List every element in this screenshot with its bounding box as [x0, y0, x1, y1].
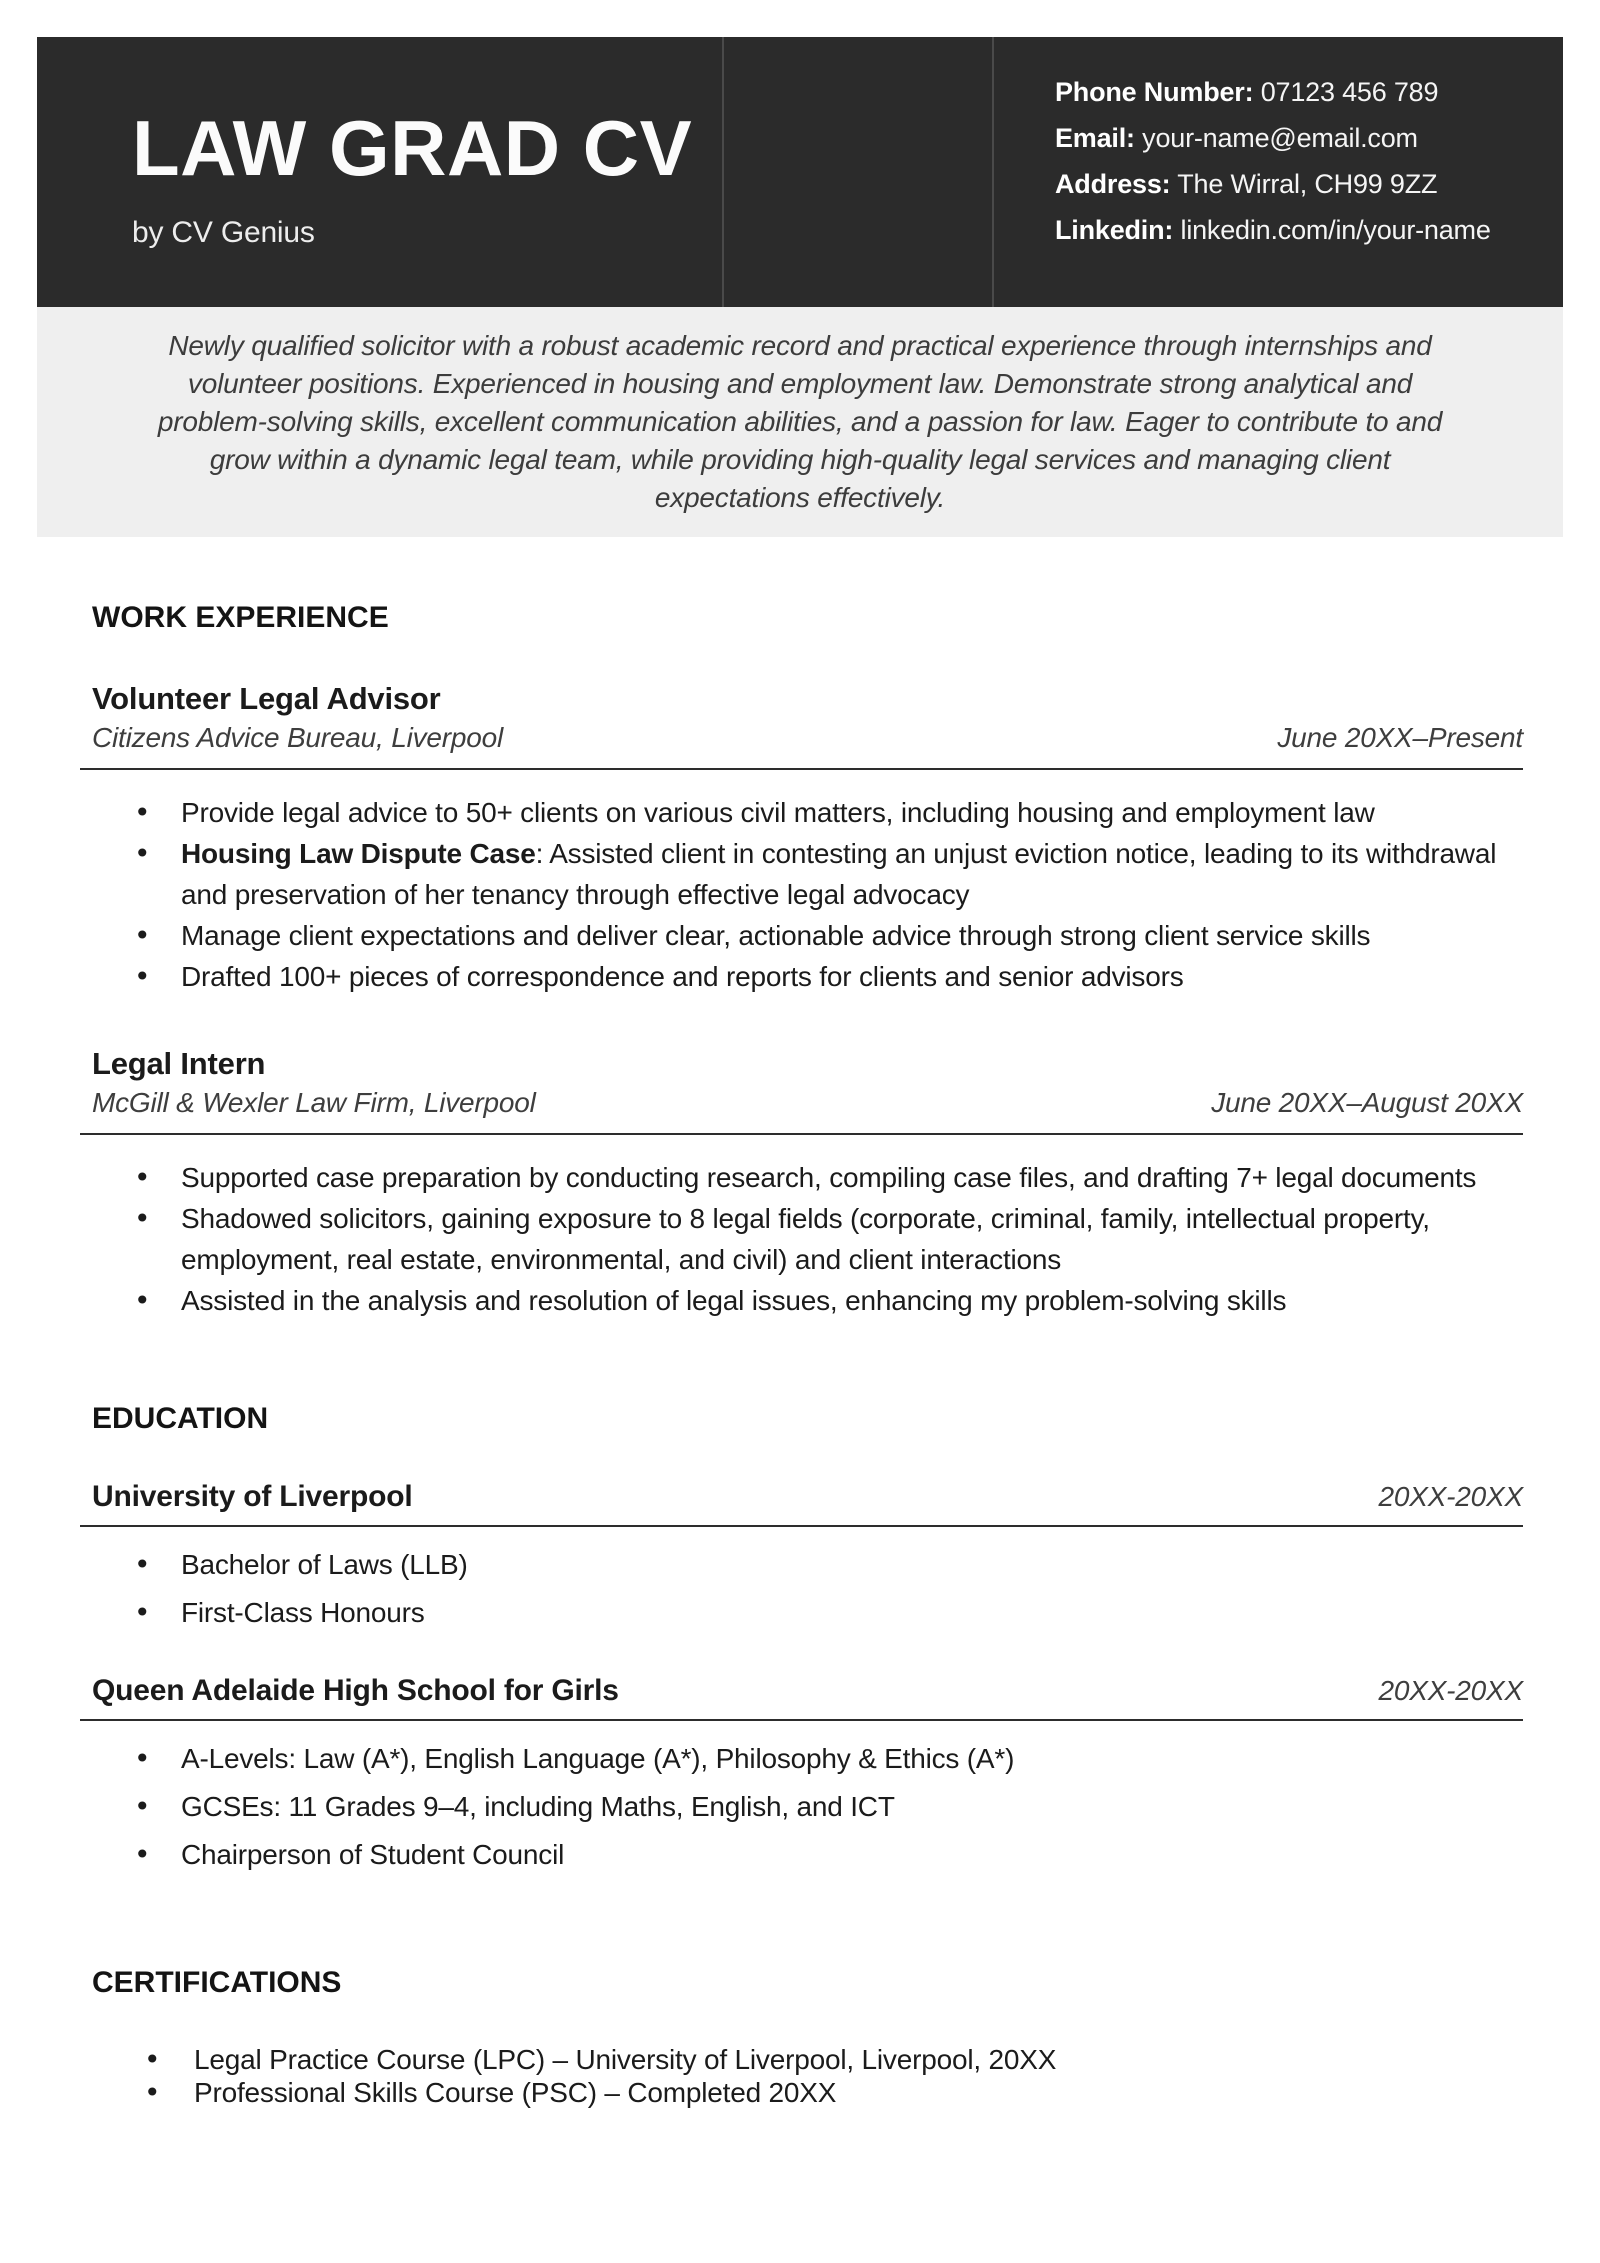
school-header — [80, 1673, 1523, 1721]
job-bullet-list — [80, 792, 1523, 997]
contact-address-label: Address: — [1055, 169, 1171, 199]
school-bullet-list — [80, 1735, 1523, 1879]
bullet-item: • Housing Law Dispute Case: Assisted client in contesting an unjust eviction notice, leading to its withdrawal and preservation of her tenancy through effective legal advocacy — [80, 833, 1523, 915]
bullet-item: • Legal Practice Course (LPC) – University of Liverpool, Liverpool, 20XX — [80, 2043, 1523, 2076]
bullet-item: • Shadowed solicitors, gaining exposure to 8 legal fields (corporate, criminal, family, intellectual property, employment, real estate, environmental, and civil) and client interactions — [80, 1198, 1523, 1280]
summary-band — [37, 307, 1563, 537]
cv-body — [80, 537, 1523, 2109]
bullet-item: • GCSEs: 11 Grades 9–4, including Maths, English, and ICT — [80, 1783, 1523, 1831]
contact-email — [1055, 115, 1491, 161]
certifications-list — [80, 2043, 1523, 2109]
bullet-item: • Bachelor of Laws (LLB) — [80, 1541, 1523, 1589]
job-volunteer-legal-advisor — [80, 680, 1523, 997]
contact-email-label: Email: — [1055, 123, 1135, 153]
school-queen-adelaide-high-school — [80, 1673, 1523, 1879]
summary-text: Newly qualified solicitor with a robust academic record and practical experience through internships and volunteer positions. Experienced in housing and employment law. Demonstrate strong analytical and problem-solving skills, excellent communication abilities, and a passion for law. Eager to contribute to and grow within a dynamic legal team, while providing high-quality legal services and managing client expectations effectively. — [157, 330, 1443, 513]
bullet-item: • Supported case preparation by conducting research, compiling case files, and drafting 7+ legal documents — [80, 1157, 1523, 1198]
byline: by CV Genius — [132, 216, 315, 249]
bullet-item: • Provide legal advice to 50+ clients on various civil matters, including housing and employment law — [80, 792, 1523, 833]
school-university-of-liverpool — [80, 1479, 1523, 1637]
school-bullet-list — [80, 1541, 1523, 1637]
job-dates: June 20XX–Present — [1277, 722, 1523, 753]
school-header — [80, 1479, 1523, 1527]
school-name: University of Liverpool — [92, 1480, 413, 1513]
school-name: Queen Adelaide High School for Girls — [92, 1674, 619, 1707]
header-divider-2 — [992, 37, 994, 307]
header-title-block — [132, 104, 693, 249]
bullet-item: • Drafted 100+ pieces of correspondence and reports for clients and senior advisors — [80, 956, 1523, 997]
contact-address — [1055, 161, 1491, 207]
contact-linkedin — [1055, 207, 1491, 253]
contact-info — [1055, 69, 1491, 253]
section-heading-work-experience: WORK EXPERIENCE — [92, 601, 389, 634]
job-dates: June 20XX–August 20XX — [1211, 1087, 1523, 1118]
job-company: Citizens Advice Bureau, Liverpool — [92, 722, 504, 753]
contact-linkedin-label: Linkedin: — [1055, 215, 1174, 245]
school-dates: 20XX-20XX — [1378, 1675, 1523, 1706]
job-subheader — [80, 722, 1523, 770]
contact-phone-value: 07123 456 789 — [1260, 77, 1439, 107]
bullet-item: • First-Class Honours — [80, 1589, 1523, 1637]
section-heading-education: EDUCATION — [92, 1402, 269, 1435]
header-divider-1 — [722, 37, 724, 307]
bullet-item: • Chairperson of Student Council — [80, 1831, 1523, 1879]
job-subheader — [80, 1087, 1523, 1135]
bullet-item: • Assisted in the analysis and resolution of legal issues, enhancing my problem-solving skills — [80, 1280, 1523, 1321]
job-bullet-list — [80, 1157, 1523, 1321]
header — [37, 37, 1563, 307]
contact-linkedin-value: linkedin.com/in/your-name — [1180, 215, 1491, 245]
bullet-item: • A-Levels: Law (A*), English Language (A*), Philosophy & Ethics (A*) — [80, 1735, 1523, 1783]
bullet-item: • Professional Skills Course (PSC) – Completed 20XX — [80, 2076, 1523, 2109]
contact-phone — [1055, 69, 1491, 115]
job-title: Legal Intern — [92, 1046, 266, 1081]
section-heading-certifications: CERTIFICATIONS — [92, 1966, 342, 1999]
contact-email-value: your-name@email.com — [1142, 123, 1418, 153]
school-dates: 20XX-20XX — [1378, 1481, 1523, 1512]
job-company: McGill & Wexler Law Firm, Liverpool — [92, 1087, 536, 1118]
contact-address-value: The Wirral, CH99 9ZZ — [1177, 169, 1438, 199]
bullet-item: • Manage client expectations and deliver clear, actionable advice through strong client service skills — [80, 915, 1523, 956]
job-title: Volunteer Legal Advisor — [92, 681, 441, 716]
page-title: LAW GRAD CV — [132, 104, 693, 192]
job-legal-intern — [80, 1045, 1523, 1321]
contact-phone-label: Phone Number: — [1055, 77, 1254, 107]
